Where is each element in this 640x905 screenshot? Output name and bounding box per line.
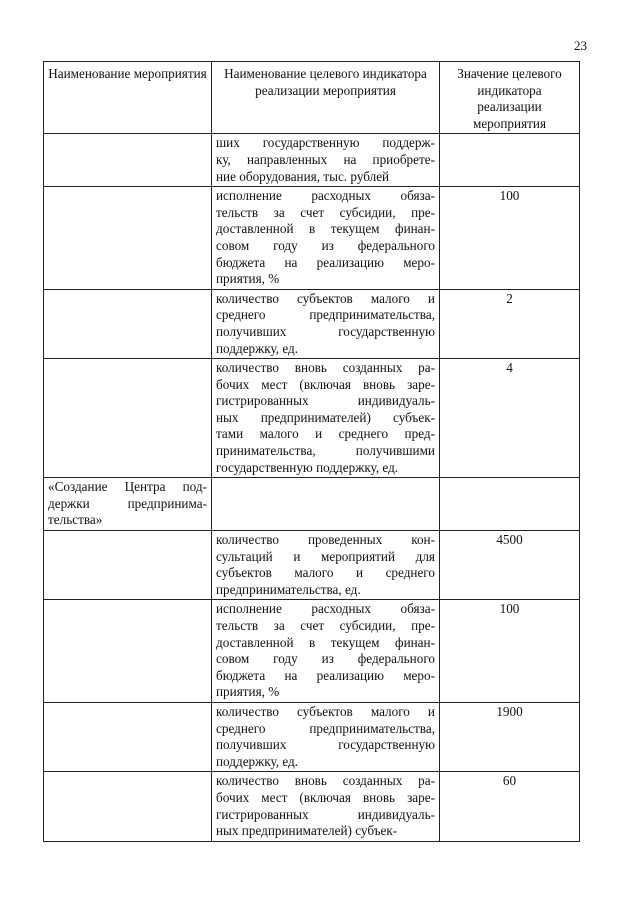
table-row	[44, 772, 580, 841]
indicator-name-line: гистрированных индивидуаль-	[216, 393, 435, 409]
indicator-name-cell	[212, 478, 440, 531]
indicator-name-line: получивших государственную	[216, 737, 435, 753]
indicator-name-line: тельств за счет субсидии, пре-	[216, 204, 435, 220]
indicator-name-line: ных предпринимателей) субъек-	[216, 409, 435, 425]
table-row	[44, 531, 580, 600]
event-name-cell	[44, 772, 212, 841]
indicator-name-line: приятия, %	[216, 271, 280, 287]
indicator-name-line: исполнение расходных обяза-	[216, 188, 435, 204]
indicator-name-line: количество субъектов малого и	[216, 290, 435, 306]
indicator-value: 1900	[496, 703, 523, 719]
indicator-name-line: ных предпринимателей) субъек-	[216, 823, 398, 839]
indicator-name-line: ку, направленных на приобрете-	[216, 151, 435, 167]
indicator-name-line: предпринимательства, ед.	[216, 581, 361, 597]
indicator-name-cell	[212, 289, 440, 358]
event-name-line: держки предпринима-	[48, 495, 207, 511]
indicator-name-line: тами малого и среднего пред-	[216, 426, 435, 442]
indicator-value-cell	[440, 478, 580, 531]
indicator-name-line: сультаций и мероприятий для	[216, 548, 435, 564]
indicator-name-cell	[212, 134, 440, 187]
indicator-name-line: среднего предпринимательства,	[216, 307, 435, 323]
indicator-name-line: среднего предпринимательства,	[216, 720, 435, 736]
indicator-value-cell	[440, 359, 580, 478]
indicator-name-line: бочих мест (включая вновь заре-	[216, 789, 435, 805]
indicator-value-cell	[440, 289, 580, 358]
indicator-name-line: совом году из федерального	[216, 651, 435, 667]
indicator-name-line: доставленной в текущем финан-	[216, 221, 435, 237]
indicator-name-line: количество вновь созданных ра-	[216, 773, 435, 789]
indicator-value: 2	[506, 290, 513, 306]
indicator-name-line: ших государственную поддерж-	[216, 135, 435, 151]
indicator-table	[43, 61, 580, 842]
indicator-name-line: субъектов малого и среднего	[216, 565, 435, 581]
table-row	[44, 359, 580, 478]
indicator-name-line: приятия, %	[216, 684, 280, 700]
indicator-value-cell	[440, 772, 580, 841]
indicator-value-cell	[440, 702, 580, 771]
indicator-value: 60	[502, 773, 517, 789]
indicator-name-line: получивших государственную	[216, 323, 435, 339]
indicator-name-line: тельств за счет субсидии, пре-	[216, 618, 435, 633]
indicator-name-line: бюджета на реализацию меро-	[216, 667, 435, 683]
indicator-name-cell	[212, 359, 440, 478]
table-header-row	[44, 62, 580, 134]
indicator-name-line: совом году из федерального	[216, 237, 435, 253]
indicator-name-cell	[212, 702, 440, 771]
event-name-cell	[44, 359, 212, 478]
page-number: 23	[574, 38, 587, 53]
indicator-name-line: количество проведенных кон-	[216, 532, 435, 548]
indicator-value-cell	[440, 134, 580, 187]
indicator-value: 4	[506, 360, 513, 376]
table-row	[44, 600, 580, 703]
indicator-name-cell	[212, 600, 440, 703]
indicator-value-cell	[440, 187, 580, 290]
event-name-line: тельства»	[48, 512, 103, 528]
event-name-cell	[44, 187, 212, 290]
indicator-name-line: доставленной в текущем финан-	[216, 634, 435, 650]
indicator-name-cell	[212, 187, 440, 290]
header-indicator-value: Значение целевого индикатора реализации мероприятия	[440, 62, 580, 134]
indicator-name-line: бочих мест (включая вновь заре-	[216, 376, 435, 392]
event-name-cell	[44, 478, 212, 531]
indicator-name-line: поддержку, ед.	[216, 340, 299, 356]
indicator-value: 4500	[496, 532, 523, 548]
table-row	[44, 478, 580, 531]
event-name-line: «Создание Центра под-	[48, 479, 207, 495]
indicator-value: 100	[499, 601, 520, 617]
indicator-name-line: количество вновь созданных ра-	[216, 360, 435, 376]
event-name-cell	[44, 702, 212, 771]
event-name-cell	[44, 289, 212, 358]
event-name-cell	[44, 134, 212, 187]
indicator-name-line: государственную поддержку, ед.	[216, 459, 399, 475]
indicator-name-cell	[212, 772, 440, 841]
indicator-name-line: принимательства, получившими	[216, 443, 435, 459]
table-row	[44, 187, 580, 290]
table-row	[44, 702, 580, 771]
indicator-value: 100	[499, 188, 520, 204]
event-name-cell	[44, 531, 212, 600]
table-row	[44, 289, 580, 358]
indicator-name-line: количество субъектов малого и	[216, 703, 435, 719]
indicator-name-line: бюджета на реализацию меро-	[216, 254, 435, 270]
indicator-value-cell	[440, 600, 580, 703]
indicator-name-line: гистрированных индивидуаль-	[216, 806, 435, 822]
indicator-name-line: ние оборудования, тыс. рублей	[216, 168, 390, 184]
indicator-value-cell	[440, 531, 580, 600]
table-row	[44, 134, 580, 187]
indicator-name-line: поддержку, ед.	[216, 753, 299, 769]
event-name-cell	[44, 600, 212, 703]
header-indicator-name: Наименование целевого индикатора реализации мероприятия	[212, 62, 440, 134]
indicator-name-cell	[212, 531, 440, 600]
header-event-name: Наименование мероприятия	[44, 62, 212, 134]
indicator-name-line: исполнение расходных обяза-	[216, 601, 435, 617]
